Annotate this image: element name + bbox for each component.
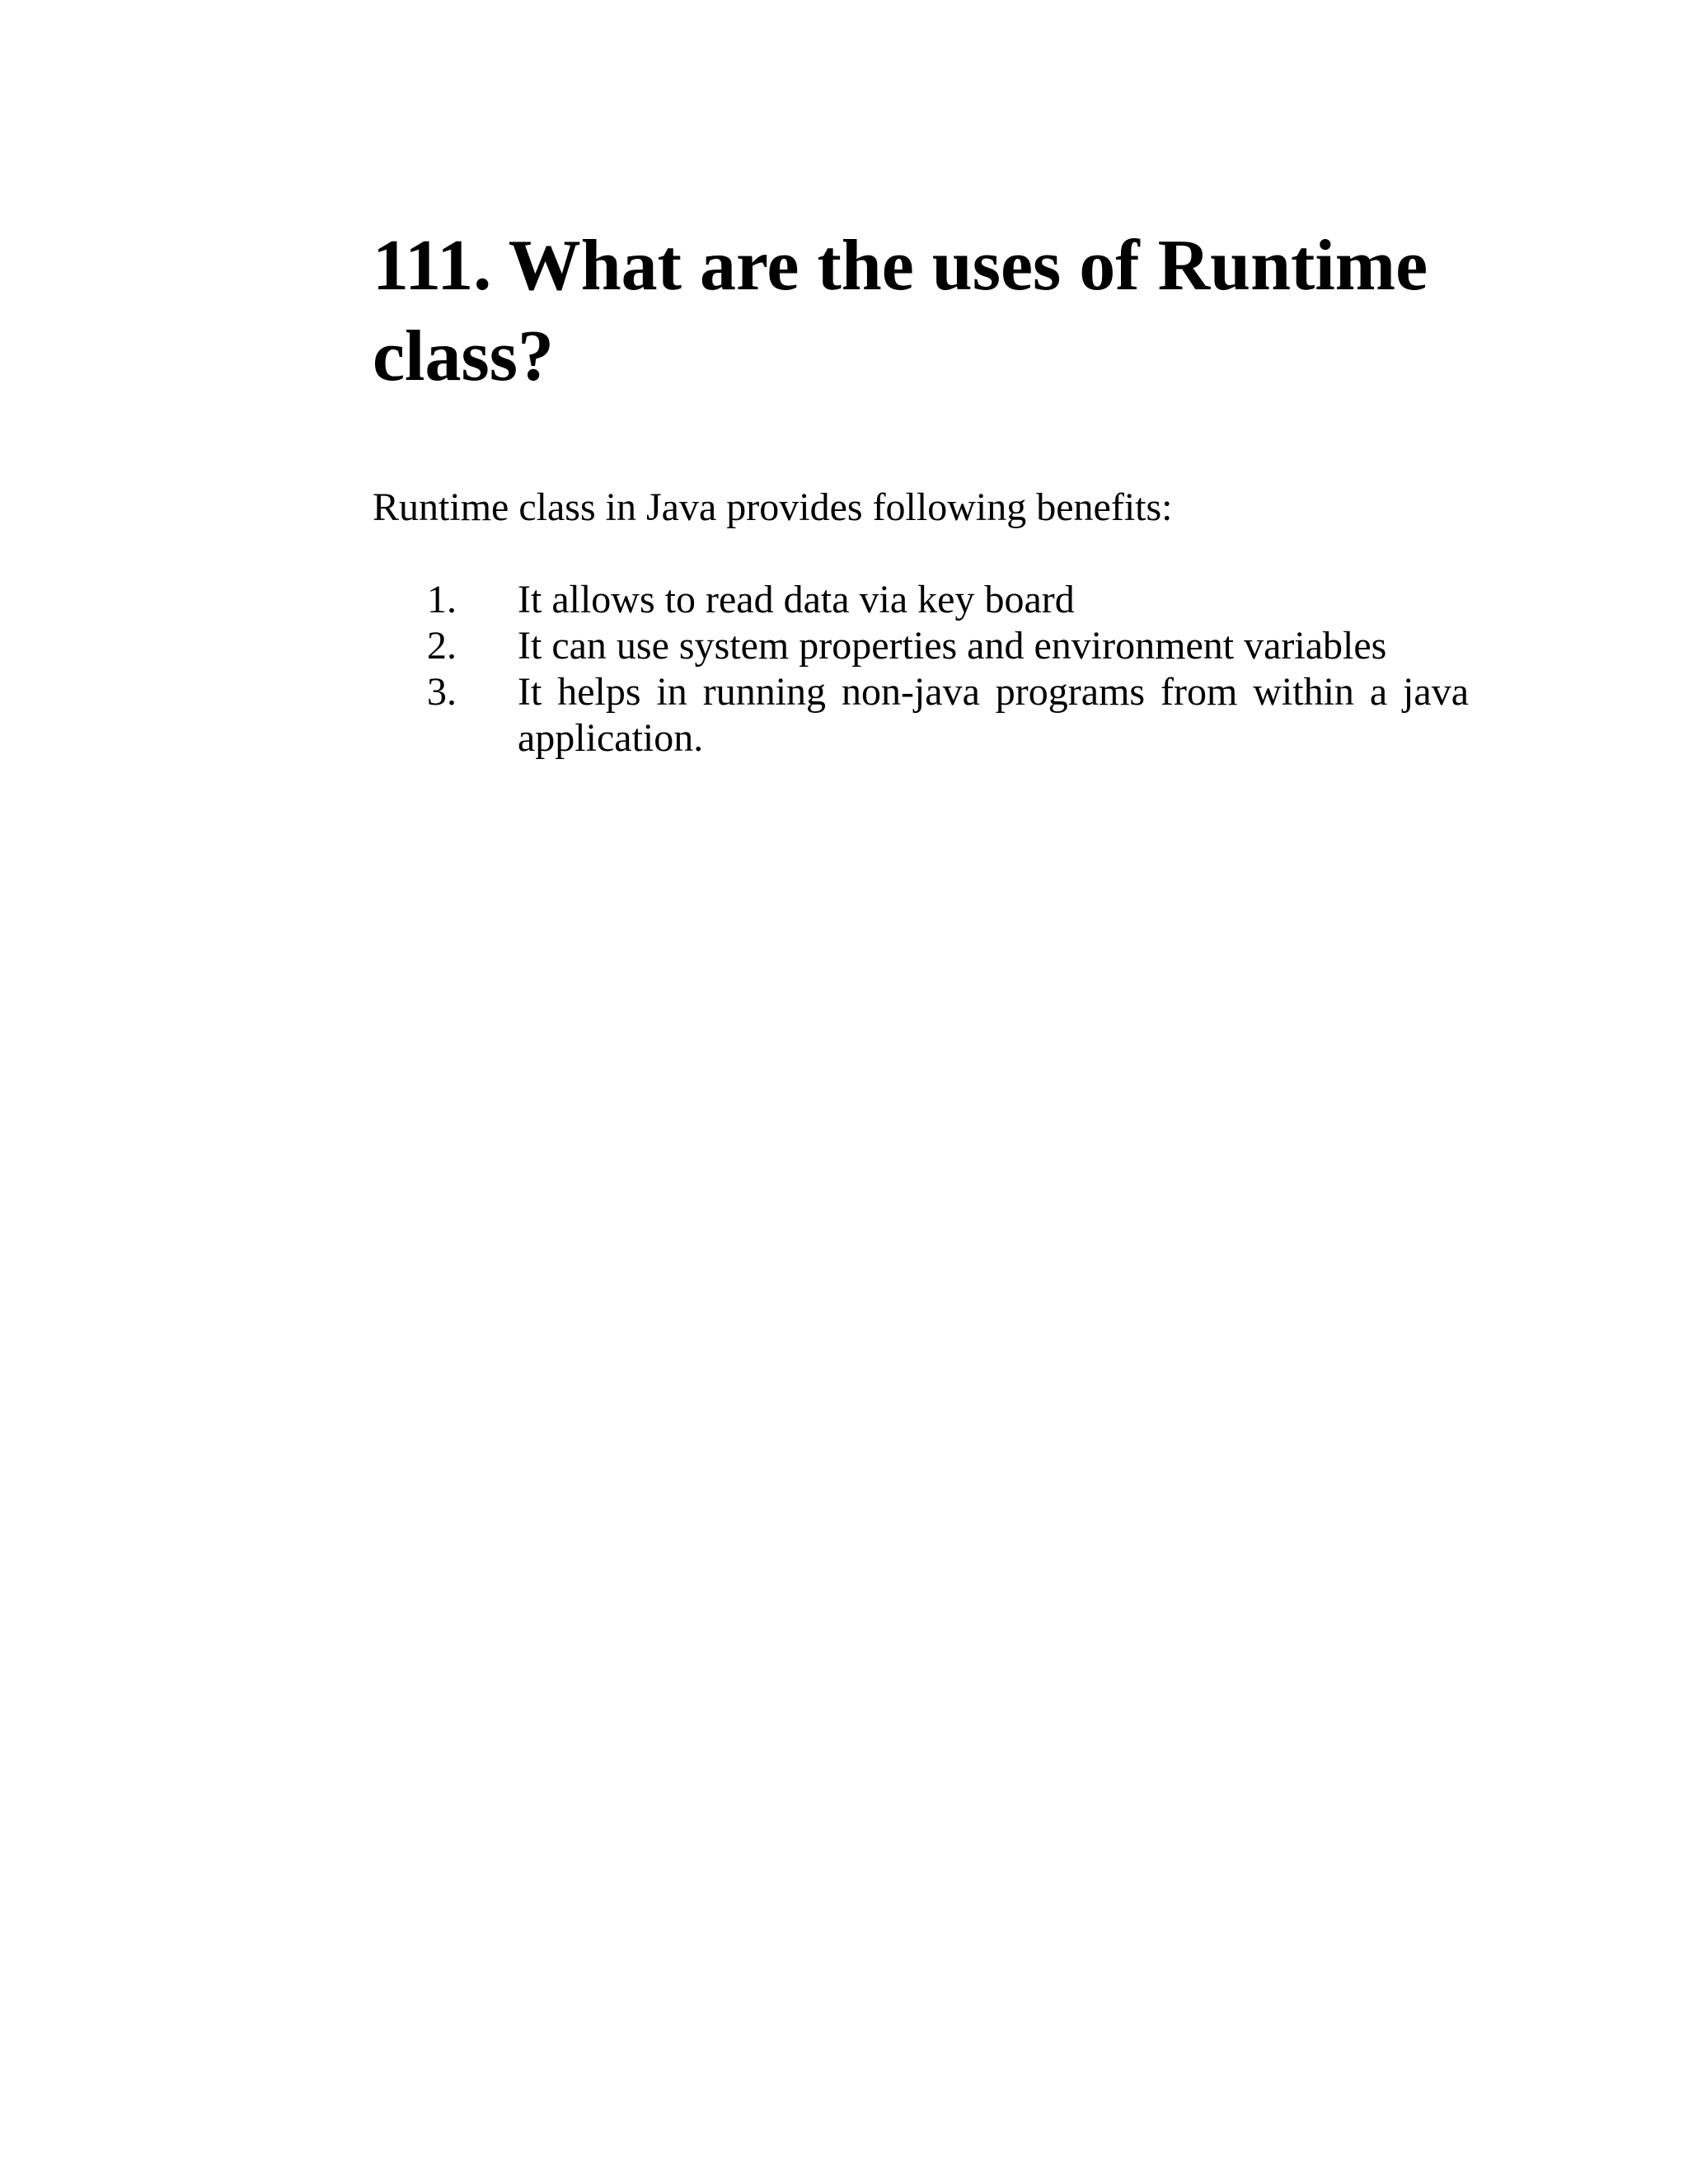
list-item [373, 669, 1469, 762]
list-item-text: It can use system properties and environment variables [518, 624, 1387, 668]
list-item-number: 3. [427, 670, 457, 714]
question-heading: 111. What are the uses of Runtime class? [373, 226, 1428, 396]
list-item-number: 1. [427, 578, 457, 621]
benefits-list [373, 577, 1469, 762]
list-item-number: 2. [427, 624, 457, 668]
document-content [373, 221, 1469, 762]
intro-paragraph: Runtime class in Java provides following benefits: [373, 485, 1173, 529]
list-item-text: It helps in running non-java programs from within a java application. [518, 670, 1469, 760]
list-item [373, 623, 1469, 669]
list-item [373, 577, 1469, 623]
list-item-text: It allows to read data via key board [518, 578, 1075, 621]
